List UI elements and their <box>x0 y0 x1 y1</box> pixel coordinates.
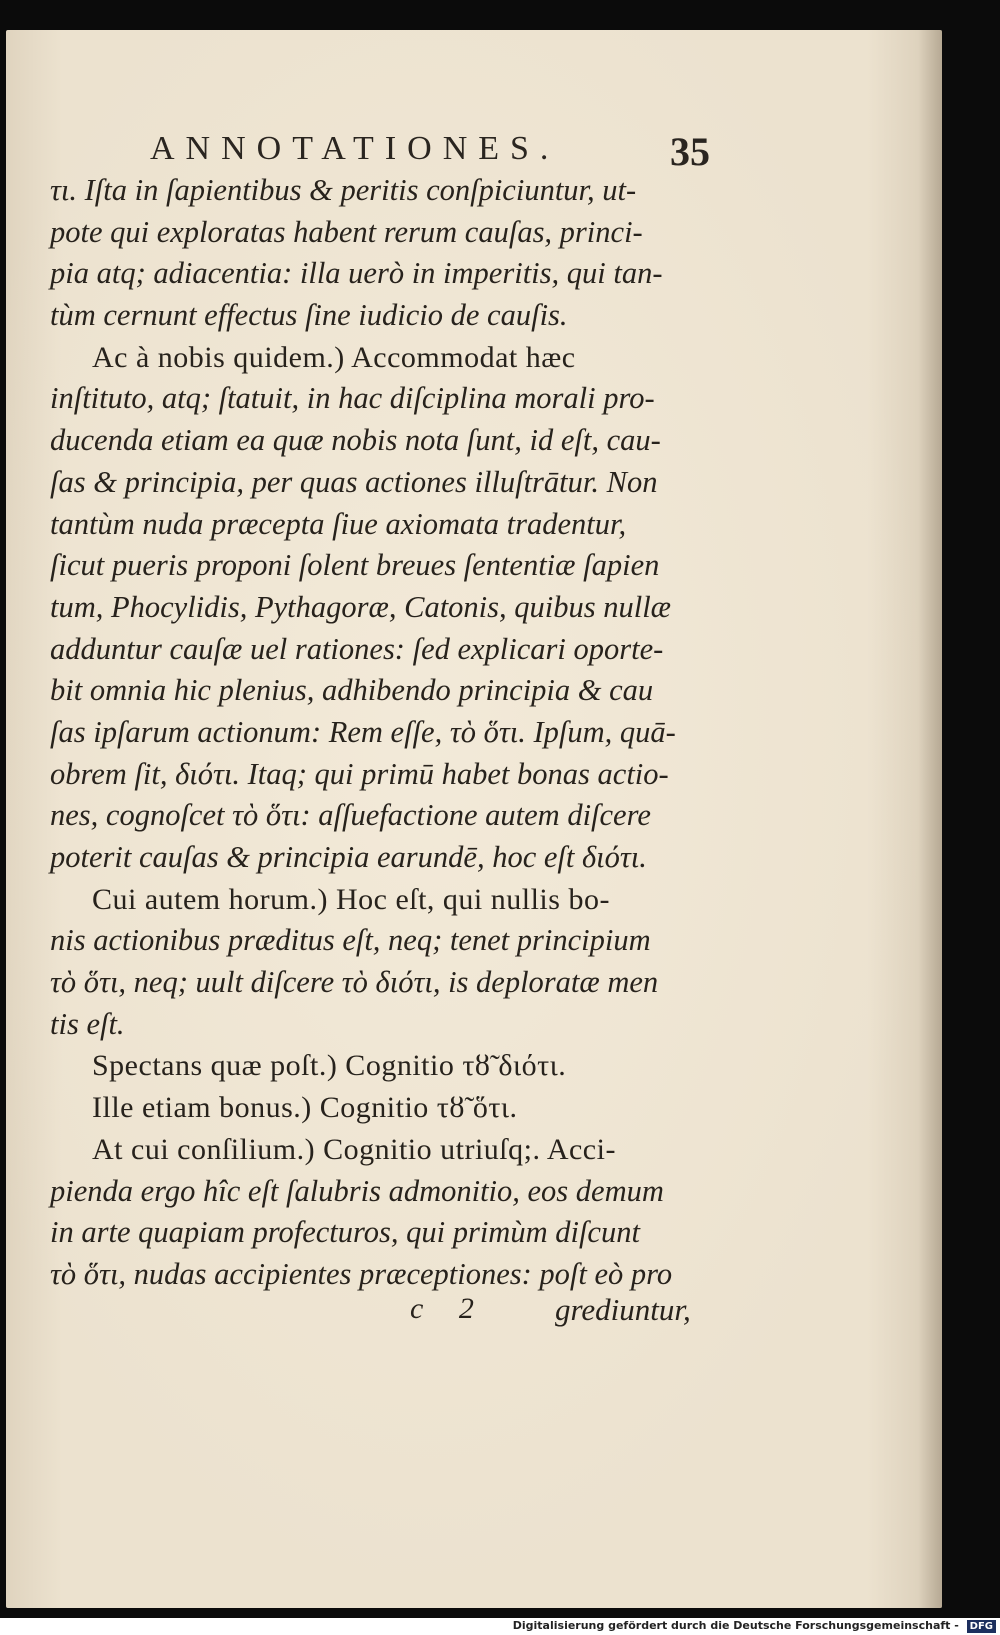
lemma-line: Cui autem horum.) Hoc eſt, qui nullis bo- <box>92 882 610 916</box>
text-line: tum, Phocylidis, Pythagoræ, Catonis, quibus nullæ <box>50 589 672 624</box>
text-line: ſas ipſarum actionum: Rem eſſe, τὸ ὅτι. Ipſum, quā- <box>50 714 676 749</box>
page-number: 35 <box>670 129 710 174</box>
text-line: nis actionibus præditus eſt, neq; tenet principium <box>50 923 651 958</box>
page-edge-shadow <box>918 30 942 1608</box>
text-line: τι. Iſta in ſapientibus & peritis conſpiciuntur, ut- <box>50 173 637 207</box>
text-line: tis eſt. <box>50 1006 125 1041</box>
text-line: ducenda etiam ea quæ nobis nota ſunt, id eſt, cau- <box>50 423 661 458</box>
catchword: grediuntur, <box>555 1292 691 1327</box>
text-line: poterit cauſas & principia earundē, hoc eſt διότι. <box>50 840 647 874</box>
lemma-line: Spectans quæ poſt.) Cognitio τȣ̃ διότι. <box>92 1049 567 1083</box>
text-line: τὸ ὅτι, nudas accipientes præceptiones: poſt eò pro <box>50 1256 673 1291</box>
text-line: in arte quapiam profecturos, qui primùm diſcunt <box>50 1215 640 1250</box>
text-line: adduntur cauſæ uel rationes: ſed explicari oporte- <box>50 631 664 666</box>
text-line: inſtituto, atq; ſtatuit, in hac diſciplina morali pro- <box>50 381 655 416</box>
text-line: tantùm nuda præcepta ſiue axiomata tradentur, <box>50 506 627 541</box>
text-line: ſas & principia, per quas actiones illuſtrātur. Non <box>50 464 658 499</box>
text-line: pienda ergo hîc eſt ſalubris admonitio, eos demum <box>50 1173 664 1208</box>
funding-credit-text: Digitalisierung gefördert durch die Deutsche Forschungsgemeinschaft - <box>512 1619 959 1632</box>
text-line: pia atq; adiacentia: illa uerò in imperitis, qui tan- <box>50 256 663 291</box>
text-line: nes, cognoſcet τὸ ὅτι: aſſuefactione autem diſcere <box>50 798 651 833</box>
signature-mark: c 2 <box>410 1292 488 1325</box>
dfg-logo: DFG <box>967 1620 996 1633</box>
text-block <box>50 170 710 1296</box>
text-line: pote qui exploratas habent rerum cauſas, princi- <box>50 214 643 249</box>
lemma-line: Ac à nobis quidem.) Accommodat hæc <box>92 340 576 374</box>
footer-bar <box>0 1618 1000 1635</box>
text-line: bit omnia hic plenius, adhibendo principia & cau <box>50 673 654 708</box>
text-line: ſicut pueris proponi ſolent breues ſententiæ ſapien <box>50 548 660 583</box>
funding-credit <box>513 1619 996 1633</box>
lemma-line: Ille etiam bonus.) Cognitio τȣ̃ ὅτι. <box>92 1091 518 1125</box>
running-title: ANNOTATIONES. <box>150 130 560 167</box>
lemma-line: At cui conſilium.) Cognitio utriuſq;. Acci- <box>92 1132 616 1166</box>
text-line: τὸ ὅτι, neq; uult diſcere τὸ διότι, is deploratæ men <box>50 965 659 1000</box>
text-line: obrem ſit, διότι. Itaq; qui primū habet bonas actio- <box>50 756 669 791</box>
text-line: tùm cernunt effectus ſine iudicio de cauſis. <box>50 298 568 333</box>
